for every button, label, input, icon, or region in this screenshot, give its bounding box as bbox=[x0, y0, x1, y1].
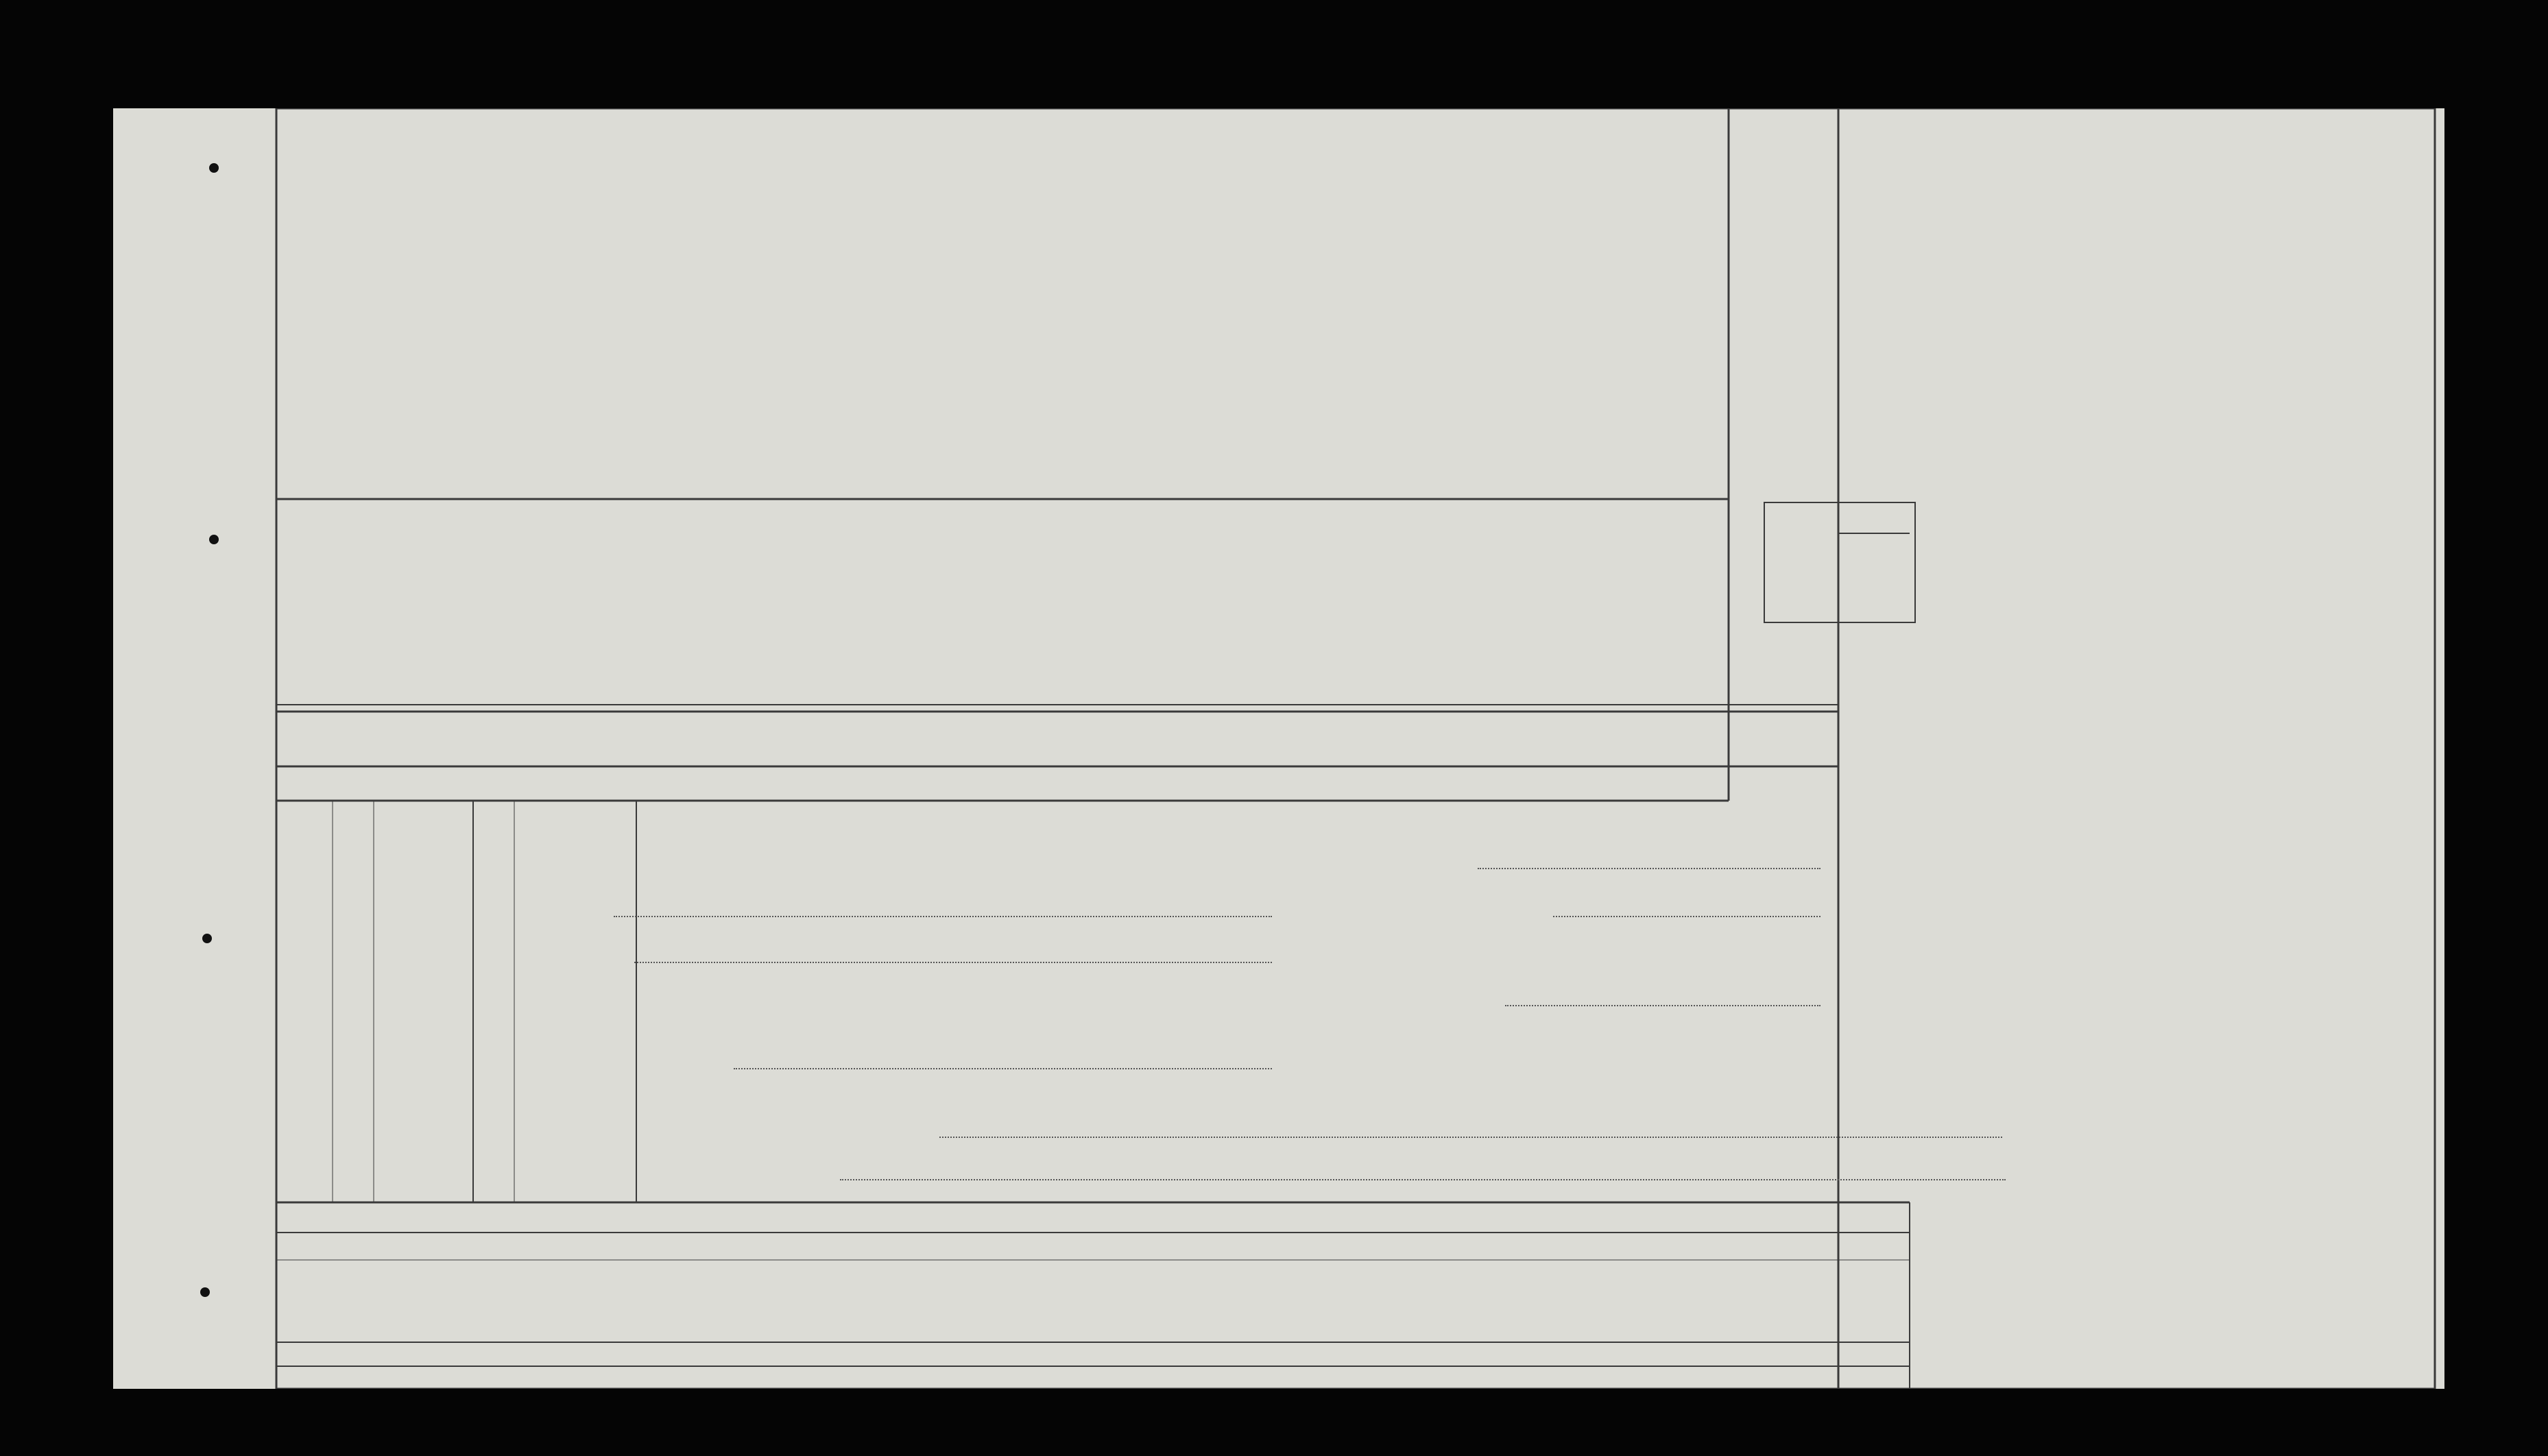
owner-line bbox=[939, 1137, 2002, 1138]
absent-line bbox=[1505, 1005, 1820, 1006]
punch-hole bbox=[200, 1287, 210, 1297]
punch-hole bbox=[202, 934, 212, 943]
volost-line bbox=[634, 962, 1272, 963]
punch-hole bbox=[209, 163, 219, 173]
form-grid bbox=[113, 108, 2444, 1389]
estate-line bbox=[1478, 868, 1820, 869]
census-card bbox=[113, 108, 2444, 1389]
village-line bbox=[734, 1068, 1272, 1069]
institution-line bbox=[840, 1179, 2006, 1180]
district-line bbox=[614, 916, 1272, 917]
nationality-line bbox=[1553, 916, 1820, 917]
punch-hole bbox=[209, 535, 219, 544]
